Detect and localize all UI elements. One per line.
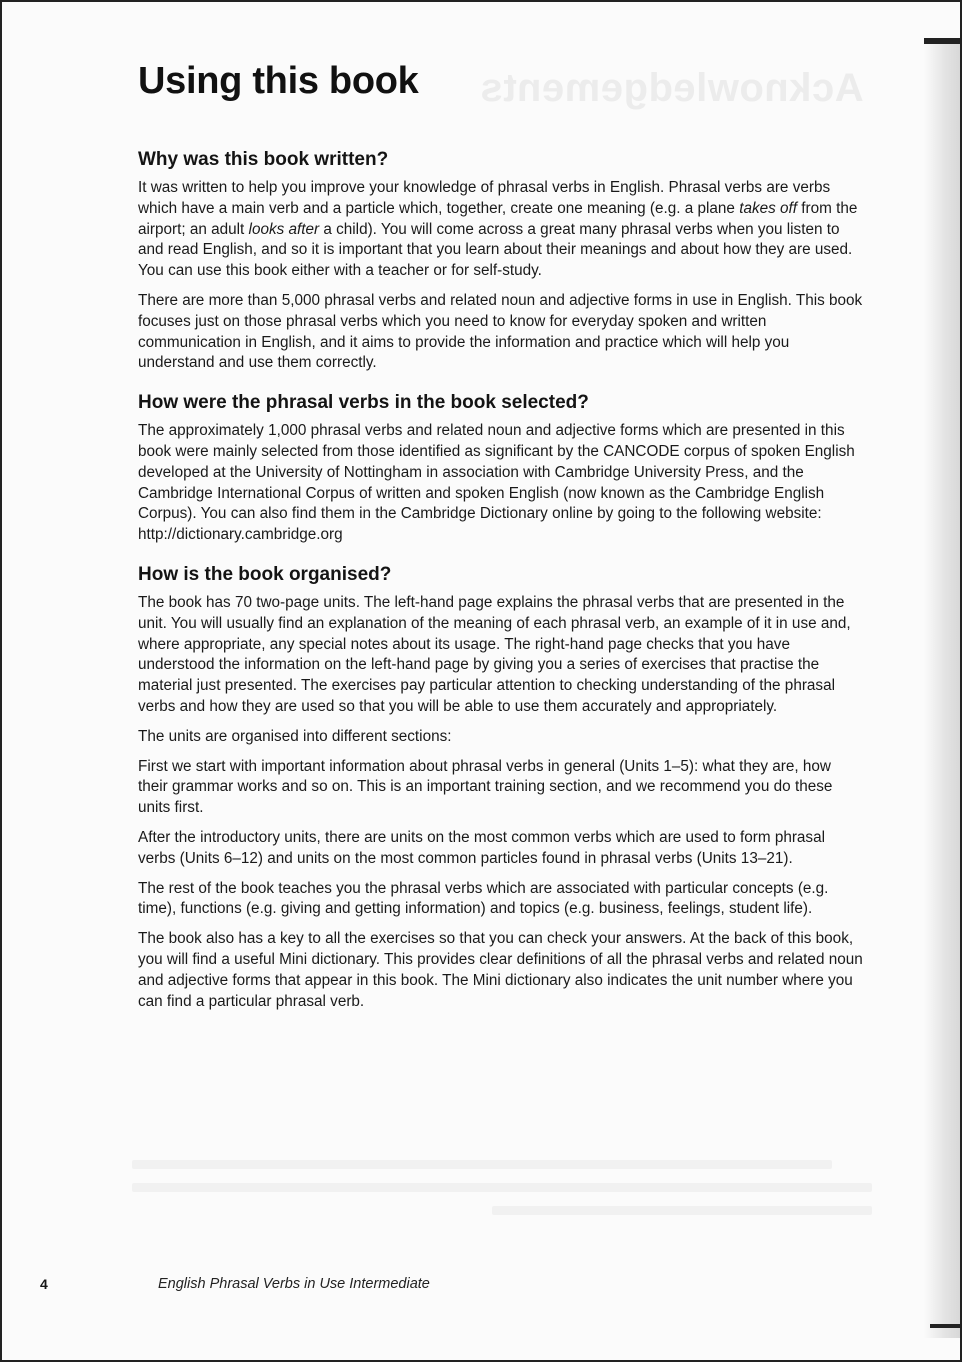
- paragraph-text: from the airport; an adult: [138, 199, 858, 238]
- example-phrasal-verb: looks after: [248, 220, 320, 238]
- show-through-lines: [132, 1160, 892, 1229]
- section-heading: How is the book organised?: [138, 563, 392, 585]
- paragraph: The rest of the book teaches you the phrasal verbs which are associated with particular concepts (e.g. time), functions (e.g. giving and getting information) and topics (e.g. business, feelings, student life).: [138, 879, 829, 918]
- paragraph: The book has 70 two-page units. The left-hand page explains the phrasal verbs that are presented in the unit. You will usually find an explanation of the meaning of each phrasal verb, an example of it in use and, where appropriate, any special notes about its usage. The right-hand page checks that you have understood the information on the left-hand page by giving you a series of exercises that practise the material just presented. The exercises pay particular attention to checking understanding of the phrasal verbs and how they are used so that you will be able to use them accurately and appropriately.: [138, 593, 851, 715]
- paragraph: The approximately 1,000 phrasal verbs and related noun and adjective forms which are presented in this book were mainly selected from those identified as significant by the CANCODE corpus of spoken English developed at the University of Nottingham in association with Cambridge University Press, and the Cambridge International Corpus of written and spoken English (now known as the Cambridge English Corpus). You can also find them in the Cambridge Dictionary online by going to the following website: http://dictionary.cambridge.org: [138, 422, 855, 544]
- running-footer-title: English Phrasal Verbs in Use Intermediate: [158, 1276, 430, 1292]
- paragraph: First we start with important information about phrasal verbs in general (Units 1–5): what they are, how their grammar works and so on. This is an important training section, and we recommend you do these units first.: [138, 757, 833, 817]
- page-number: 4: [40, 1276, 48, 1292]
- paragraph: The book also has a key to all the exercises so that you can check your answers. At the back of this book, you will find a useful Mini dictionary. This provides clear definitions of all the phrasal verbs and related noun and adjective forms that appear in this book. The Mini dictionary also indicates the unit number where you can find a particular phrasal verb.: [138, 930, 863, 1010]
- paragraph-text: a child). You will come across a great many phrasal verbs when you listen to and read English, and so it is important that you learn about their meanings and about how they are used. You can use this book either with a teacher or for self-study.: [138, 220, 853, 280]
- paragraph: After the introductory units, there are units on the most common verbs which are used to form phrasal verbs (Units 6–12) and units on the most common particles found in phrasal verbs (Units 13–21).: [138, 828, 825, 867]
- page-content: [138, 60, 864, 1030]
- section-how-organised: [138, 564, 864, 1012]
- example-phrasal-verb: takes off: [739, 199, 798, 217]
- paragraph: The units are organised into different sections:: [138, 727, 452, 745]
- page-edge-shadow: [924, 38, 960, 1338]
- page-edge-mark-bottom: [930, 1324, 960, 1328]
- section-why-written: [138, 149, 864, 374]
- section-heading: How were the phrasal verbs in the book selected?: [138, 392, 589, 414]
- paragraph: There are more than 5,000 phrasal verbs and related noun and adjective forms in use in English. This book focuses just on those phrasal verbs which you need to know for everyday spoken and written communication in English, and it aims to provide the information and practice which will help you understand and use them correctly.: [138, 291, 863, 372]
- section-how-selected: [138, 392, 864, 546]
- paragraph: [138, 178, 864, 282]
- page-title: Using this book: [138, 60, 419, 102]
- page-edge-mark-top: [924, 38, 960, 44]
- paragraph-text: It was written to help you improve your knowledge of phrasal verbs in English. Phrasal verbs are verbs which have a main verb and a particle which, together, create one meaning (e.g. a plane: [138, 179, 831, 217]
- show-through-heading: Acknowledgements: [480, 66, 864, 110]
- section-heading: Why was this book written?: [138, 149, 389, 170]
